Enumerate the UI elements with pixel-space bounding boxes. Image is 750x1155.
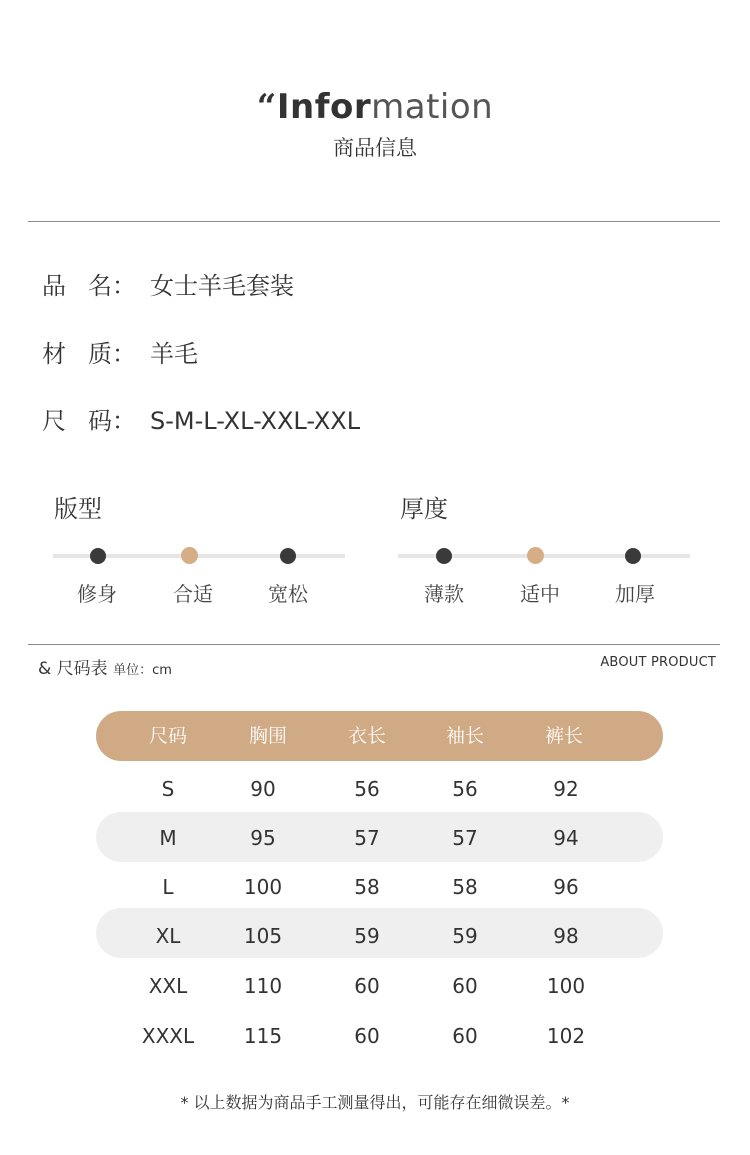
fit-dot-2-selected [181,547,198,564]
table-cell: 56 [354,777,380,801]
table-cell: M [159,826,177,850]
table-cell: L [162,875,174,899]
table-cell: XL [155,924,181,948]
table-cell: 98 [553,924,579,948]
middle-divider [28,644,720,645]
fit-title: 版型 [54,495,102,523]
table-row [0,764,750,814]
thickness-dot-1 [436,548,452,564]
info-label: 材 质： [42,340,136,368]
thickness-label-2: 适中 [520,582,560,606]
title-quote-mark: “ [256,87,277,127]
table-cell: 105 [243,924,283,948]
table-cell: 56 [452,777,478,801]
table-cell: 60 [354,974,380,998]
table-cell: 115 [243,1024,283,1048]
thickness-label-3: 加厚 [615,582,655,606]
size-chart-unit: 单位：cm [113,663,172,678]
info-row-name [42,269,294,303]
table-cell: 96 [553,875,579,899]
table-cell: XXXL [141,1024,195,1048]
table-cell: 102 [546,1024,586,1048]
thickness-dot-2-selected [527,547,544,564]
table-cell: 59 [354,924,380,948]
info-row-material [42,337,198,371]
table-cell: S [161,777,175,801]
title-block [0,82,750,164]
table-row [0,1011,750,1061]
table-cell: 94 [553,826,579,850]
title-bold-part: Infor [276,87,372,127]
table-cell: 60 [452,1024,478,1048]
table-cell: 59 [452,924,478,948]
header-size: 尺码 [148,725,187,747]
info-row-size [42,404,360,438]
table-cell: XXL [148,974,188,998]
table-cell: 60 [452,974,478,998]
table-cell: 100 [243,875,283,899]
table-cell: 110 [243,974,283,998]
table-cell: 60 [354,1024,380,1048]
table-row [0,961,750,1011]
table-cell: 57 [354,826,380,850]
fit-dot-3 [280,548,296,564]
size-table-header [0,711,750,761]
header-length: 衣长 [347,725,386,747]
fit-dot-1 [90,548,106,564]
table-row [0,911,750,961]
table-cell: 57 [452,826,478,850]
info-label: 品 名： [42,272,136,300]
about-product-label: ABOUT PRODUCT [600,655,716,670]
fit-label-3: 宽松 [268,582,308,606]
title-english [0,82,750,132]
table-cell: 90 [250,777,276,801]
table-cell: 95 [250,826,276,850]
title-light-part: mation [371,87,494,127]
table-cell: 58 [452,875,478,899]
table-cell: 92 [553,777,579,801]
header-sleeve: 袖长 [445,725,484,747]
title-chinese: 商品信息 [333,136,417,160]
thickness-dot-3 [625,548,641,564]
info-label: 尺 码： [42,407,136,435]
top-divider [28,221,720,222]
thickness-label-1: 薄款 [424,582,464,606]
size-chart-title: & 尺码表 [38,659,108,679]
fit-label-2: 合适 [173,582,213,606]
header-chest: 胸围 [248,725,287,747]
header-pants: 裤长 [544,725,583,747]
info-value-material: 羊毛 [150,340,198,368]
info-value-name: 女士羊毛套装 [150,272,294,300]
footnote: * 以上数据为商品手工测量得出，可能存在细微误差。* [180,1093,570,1112]
info-value-size: S-M-L-XL-XXL-XXL [150,407,361,435]
thickness-title: 厚度 [400,495,448,523]
table-cell: 100 [546,974,586,998]
size-chart-heading [38,654,172,679]
fit-label-1: 修身 [77,582,117,606]
table-row [0,862,750,912]
table-row [0,813,750,863]
table-cell: 58 [354,875,380,899]
